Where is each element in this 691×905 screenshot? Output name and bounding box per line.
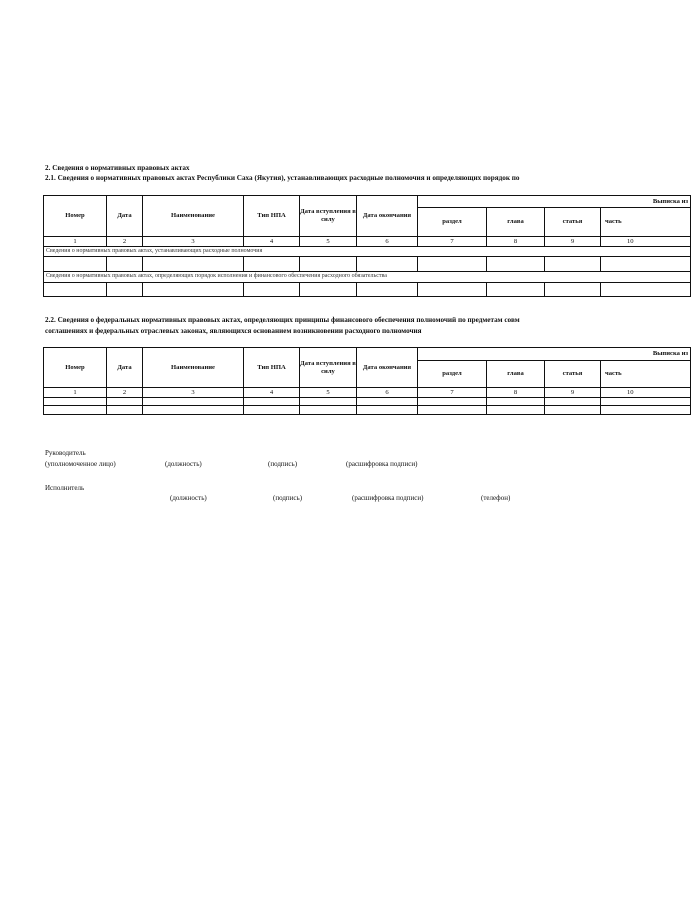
empty-cell[interactable]	[44, 257, 107, 272]
section-heading: 2. Сведения о нормативных правовых актах	[45, 164, 190, 172]
empty-cell[interactable]	[300, 406, 357, 415]
col-num: 9	[545, 237, 601, 247]
empty-cell[interactable]	[487, 398, 545, 406]
empty-cell[interactable]	[487, 257, 545, 272]
col-header-article: статья	[545, 208, 601, 237]
empty-cell[interactable]	[44, 398, 107, 406]
empty-cell[interactable]	[418, 257, 487, 272]
empty-cell[interactable]	[418, 398, 487, 406]
col-num: 3	[143, 237, 244, 247]
col-num: 2	[107, 237, 143, 247]
group-row-2: Сведения о нормативных правовых актах, определяющих порядок исполнения и финансового обеспечения расходного обязательства	[44, 272, 691, 283]
table-row	[44, 406, 691, 415]
executor-signature-label: (подпись)	[273, 494, 303, 502]
empty-cell[interactable]	[244, 283, 300, 297]
table-row	[44, 283, 691, 297]
executor-label: Исполнитель	[45, 484, 85, 492]
col-header-part: часть	[601, 208, 691, 237]
empty-cell[interactable]	[107, 257, 143, 272]
empty-cell[interactable]	[601, 257, 691, 272]
executor-decoding-label: (расшифровка подписи)	[352, 494, 424, 502]
empty-cell[interactable]	[357, 398, 418, 406]
empty-cell[interactable]	[300, 257, 357, 272]
empty-cell[interactable]	[418, 406, 487, 415]
executor-phone-label: (телефон)	[481, 494, 511, 502]
col-header-chapter: глава	[487, 208, 545, 237]
col-header-date: Дата	[107, 196, 143, 237]
head-signature-label: (подпись)	[268, 460, 298, 468]
empty-cell[interactable]	[545, 398, 601, 406]
table-1-wrapper	[43, 195, 689, 305]
empty-cell[interactable]	[601, 398, 691, 406]
col-num: 5	[300, 237, 357, 247]
col-num: 9	[545, 388, 601, 398]
col-num: 5	[300, 388, 357, 398]
column-number-row	[44, 388, 691, 398]
table-row	[44, 257, 691, 272]
empty-cell[interactable]	[418, 283, 487, 297]
col-num: 8	[487, 237, 545, 247]
empty-cell[interactable]	[300, 398, 357, 406]
head-decoding-label: (расшифровка подписи)	[346, 460, 418, 468]
empty-cell[interactable]	[44, 283, 107, 297]
col-header-name: Наименование	[143, 348, 244, 388]
subsection-2-2-heading-cont: соглашениях и федеральных отраслевых законах, являющихся основанием возникновении расходного полномочия	[45, 327, 422, 335]
empty-cell[interactable]	[601, 406, 691, 415]
col-num: 2	[107, 388, 143, 398]
executor-position-label: (должность)	[170, 494, 207, 502]
head-position-label: (должность)	[165, 460, 202, 468]
empty-cell[interactable]	[545, 406, 601, 415]
table-row	[44, 398, 691, 406]
empty-cell[interactable]	[357, 257, 418, 272]
empty-cell[interactable]	[487, 283, 545, 297]
head-sub-label: (уполномоченное лицо)	[45, 460, 116, 468]
empty-cell[interactable]	[143, 283, 244, 297]
empty-cell[interactable]	[107, 406, 143, 415]
empty-cell[interactable]	[244, 398, 300, 406]
empty-cell[interactable]	[143, 257, 244, 272]
col-num: 10	[601, 388, 691, 398]
col-num: 1	[44, 237, 107, 247]
empty-cell[interactable]	[244, 406, 300, 415]
col-num: 3	[143, 388, 244, 398]
empty-cell[interactable]	[487, 406, 545, 415]
empty-cell[interactable]	[244, 257, 300, 272]
empty-cell[interactable]	[107, 283, 143, 297]
empty-cell[interactable]	[545, 257, 601, 272]
col-header-extract: Выписка из	[418, 348, 691, 361]
col-num: 10	[601, 237, 691, 247]
col-header-article: статья	[545, 361, 601, 388]
col-header-date: Дата	[107, 348, 143, 388]
empty-cell[interactable]	[143, 398, 244, 406]
col-header-effective-date: Дата вступления в силу	[300, 196, 357, 237]
col-header-number: Номер	[44, 348, 107, 388]
head-label: Руководитель	[45, 449, 86, 457]
col-header-end-date: Дата окончания	[357, 196, 418, 237]
col-num: 6	[357, 388, 418, 398]
col-header-effective-date: Дата вступления в силу	[300, 348, 357, 388]
col-header-section: раздел	[418, 361, 487, 388]
col-header-name: Наименование	[143, 196, 244, 237]
col-num: 7	[418, 237, 487, 247]
empty-cell[interactable]	[44, 406, 107, 415]
col-header-chapter: глава	[487, 361, 545, 388]
col-header-section: раздел	[418, 208, 487, 237]
col-header-part: часть	[601, 361, 691, 388]
empty-cell[interactable]	[143, 406, 244, 415]
col-header-end-date: Дата окончания	[357, 348, 418, 388]
empty-cell[interactable]	[357, 406, 418, 415]
col-num: 4	[244, 237, 300, 247]
col-num: 8	[487, 388, 545, 398]
empty-cell[interactable]	[357, 283, 418, 297]
subsection-2-2-heading: 2.2. Сведения о федеральных нормативных правовых актах, определяющих принципы финансового обеспечения полномочий по предметам совм	[45, 316, 520, 324]
col-header-type: Тип НПА	[244, 348, 300, 388]
group-row-1: Сведения о нормативных правовых актах, устанавливающих расходные полномочия	[44, 247, 691, 257]
empty-cell[interactable]	[601, 283, 691, 297]
col-header-type: Тип НПА	[244, 196, 300, 237]
empty-cell[interactable]	[545, 283, 601, 297]
col-num: 4	[244, 388, 300, 398]
col-header-number: Номер	[44, 196, 107, 237]
empty-cell[interactable]	[107, 398, 143, 406]
table-2-wrapper	[43, 347, 689, 427]
table-1	[43, 195, 691, 297]
col-num: 1	[44, 388, 107, 398]
col-num: 6	[357, 237, 418, 247]
column-number-row	[44, 237, 691, 247]
empty-cell[interactable]	[300, 283, 357, 297]
col-header-extract: Выписка из	[418, 196, 691, 208]
col-num: 7	[418, 388, 487, 398]
table-2	[43, 347, 691, 415]
subsection-2-1-heading: 2.1. Сведения о нормативных правовых актах Республики Саха (Якутия), устанавливающих расходные полномочия и определяющих порядок по	[45, 174, 520, 182]
